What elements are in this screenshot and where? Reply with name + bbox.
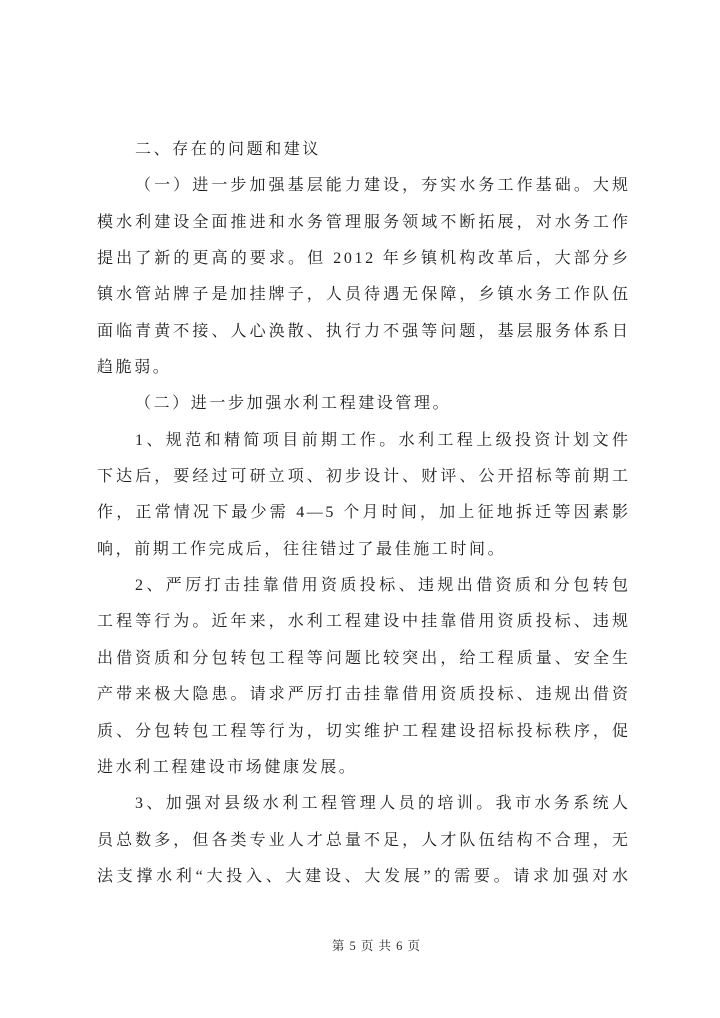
document-body (97, 132, 631, 895)
paragraph-item-3 (97, 786, 631, 895)
text-line: 2、严厉打击挂靠借用资质投标、违规出借资质和分包转包 (135, 577, 631, 595)
section-heading: 二、存在的问题和建议 (135, 141, 322, 158)
paragraph-subsection-1 (97, 168, 631, 386)
text-line: 出借资质和分包转包工程等问题比较突出，给工程质量、安全生 (97, 649, 631, 667)
text-line: 质、分包转包工程等行为，切实维护工程建设招标投标秩序，促 (97, 722, 631, 740)
text-line: 响，前期工作完成后，往往错过了最佳施工时间。 (97, 540, 507, 558)
text-line: 镇水管站牌子是加挂牌子，人员待遇无保障，乡镇水务工作队伍 (97, 286, 631, 304)
text-line: （一）进一步加强基层能力建设，夯实水务工作基础。大规 (135, 177, 631, 195)
subsection-heading: （二）进一步加强水利工程建设管理。 (135, 395, 452, 413)
text-line: 下达后，要经过可研立项、初步设计、财评、公开招标等前期工 (97, 468, 631, 486)
page-number-footer: 第 5 页 共 6 页 (331, 939, 422, 953)
text-line: 趋脆弱。 (97, 359, 172, 377)
text-line: 进水利工程建设市场健康发展。 (97, 758, 358, 776)
text-line: 作，正常情况下最少需 4—5 个月时间，加上征地拆迁等因素影 (97, 504, 631, 522)
paragraph-section-heading (97, 132, 628, 168)
paragraph-item-2 (97, 568, 631, 786)
text-line: 提出了新的更高的要求。但 2012 年乡镇机构改革后，大部分乡 (97, 250, 631, 268)
text-line: 法支撑水利“大投入、大建设、大发展”的需要。请求加强对水 (97, 867, 631, 885)
paragraph-item-1 (97, 423, 631, 568)
text-line: 工程等行为。近年来，水利工程建设中挂靠借用资质投标、违规 (97, 613, 631, 631)
text-line: 1、规范和精简项目前期工作。水利工程上级投资计划文件 (135, 431, 631, 449)
text-line: 面临青黄不接、人心涣散、执行力不强等问题，基层服务体系日 (97, 322, 631, 340)
text-line: 产带来极大隐患。请求严厉打击挂靠借用资质投标、违规出借资 (97, 686, 631, 704)
text-line: 模水利建设全面推进和水务管理服务领域不断拓展，对水务工作 (97, 213, 631, 231)
text-line: 员总数多，但各类专业人才总量不足，人才队伍结构不合理，无 (97, 831, 631, 849)
text-line: 3、加强对县级水利工程管理人员的培训。我市水务系统人 (135, 795, 631, 813)
paragraph-subsection-2-heading (97, 386, 628, 422)
